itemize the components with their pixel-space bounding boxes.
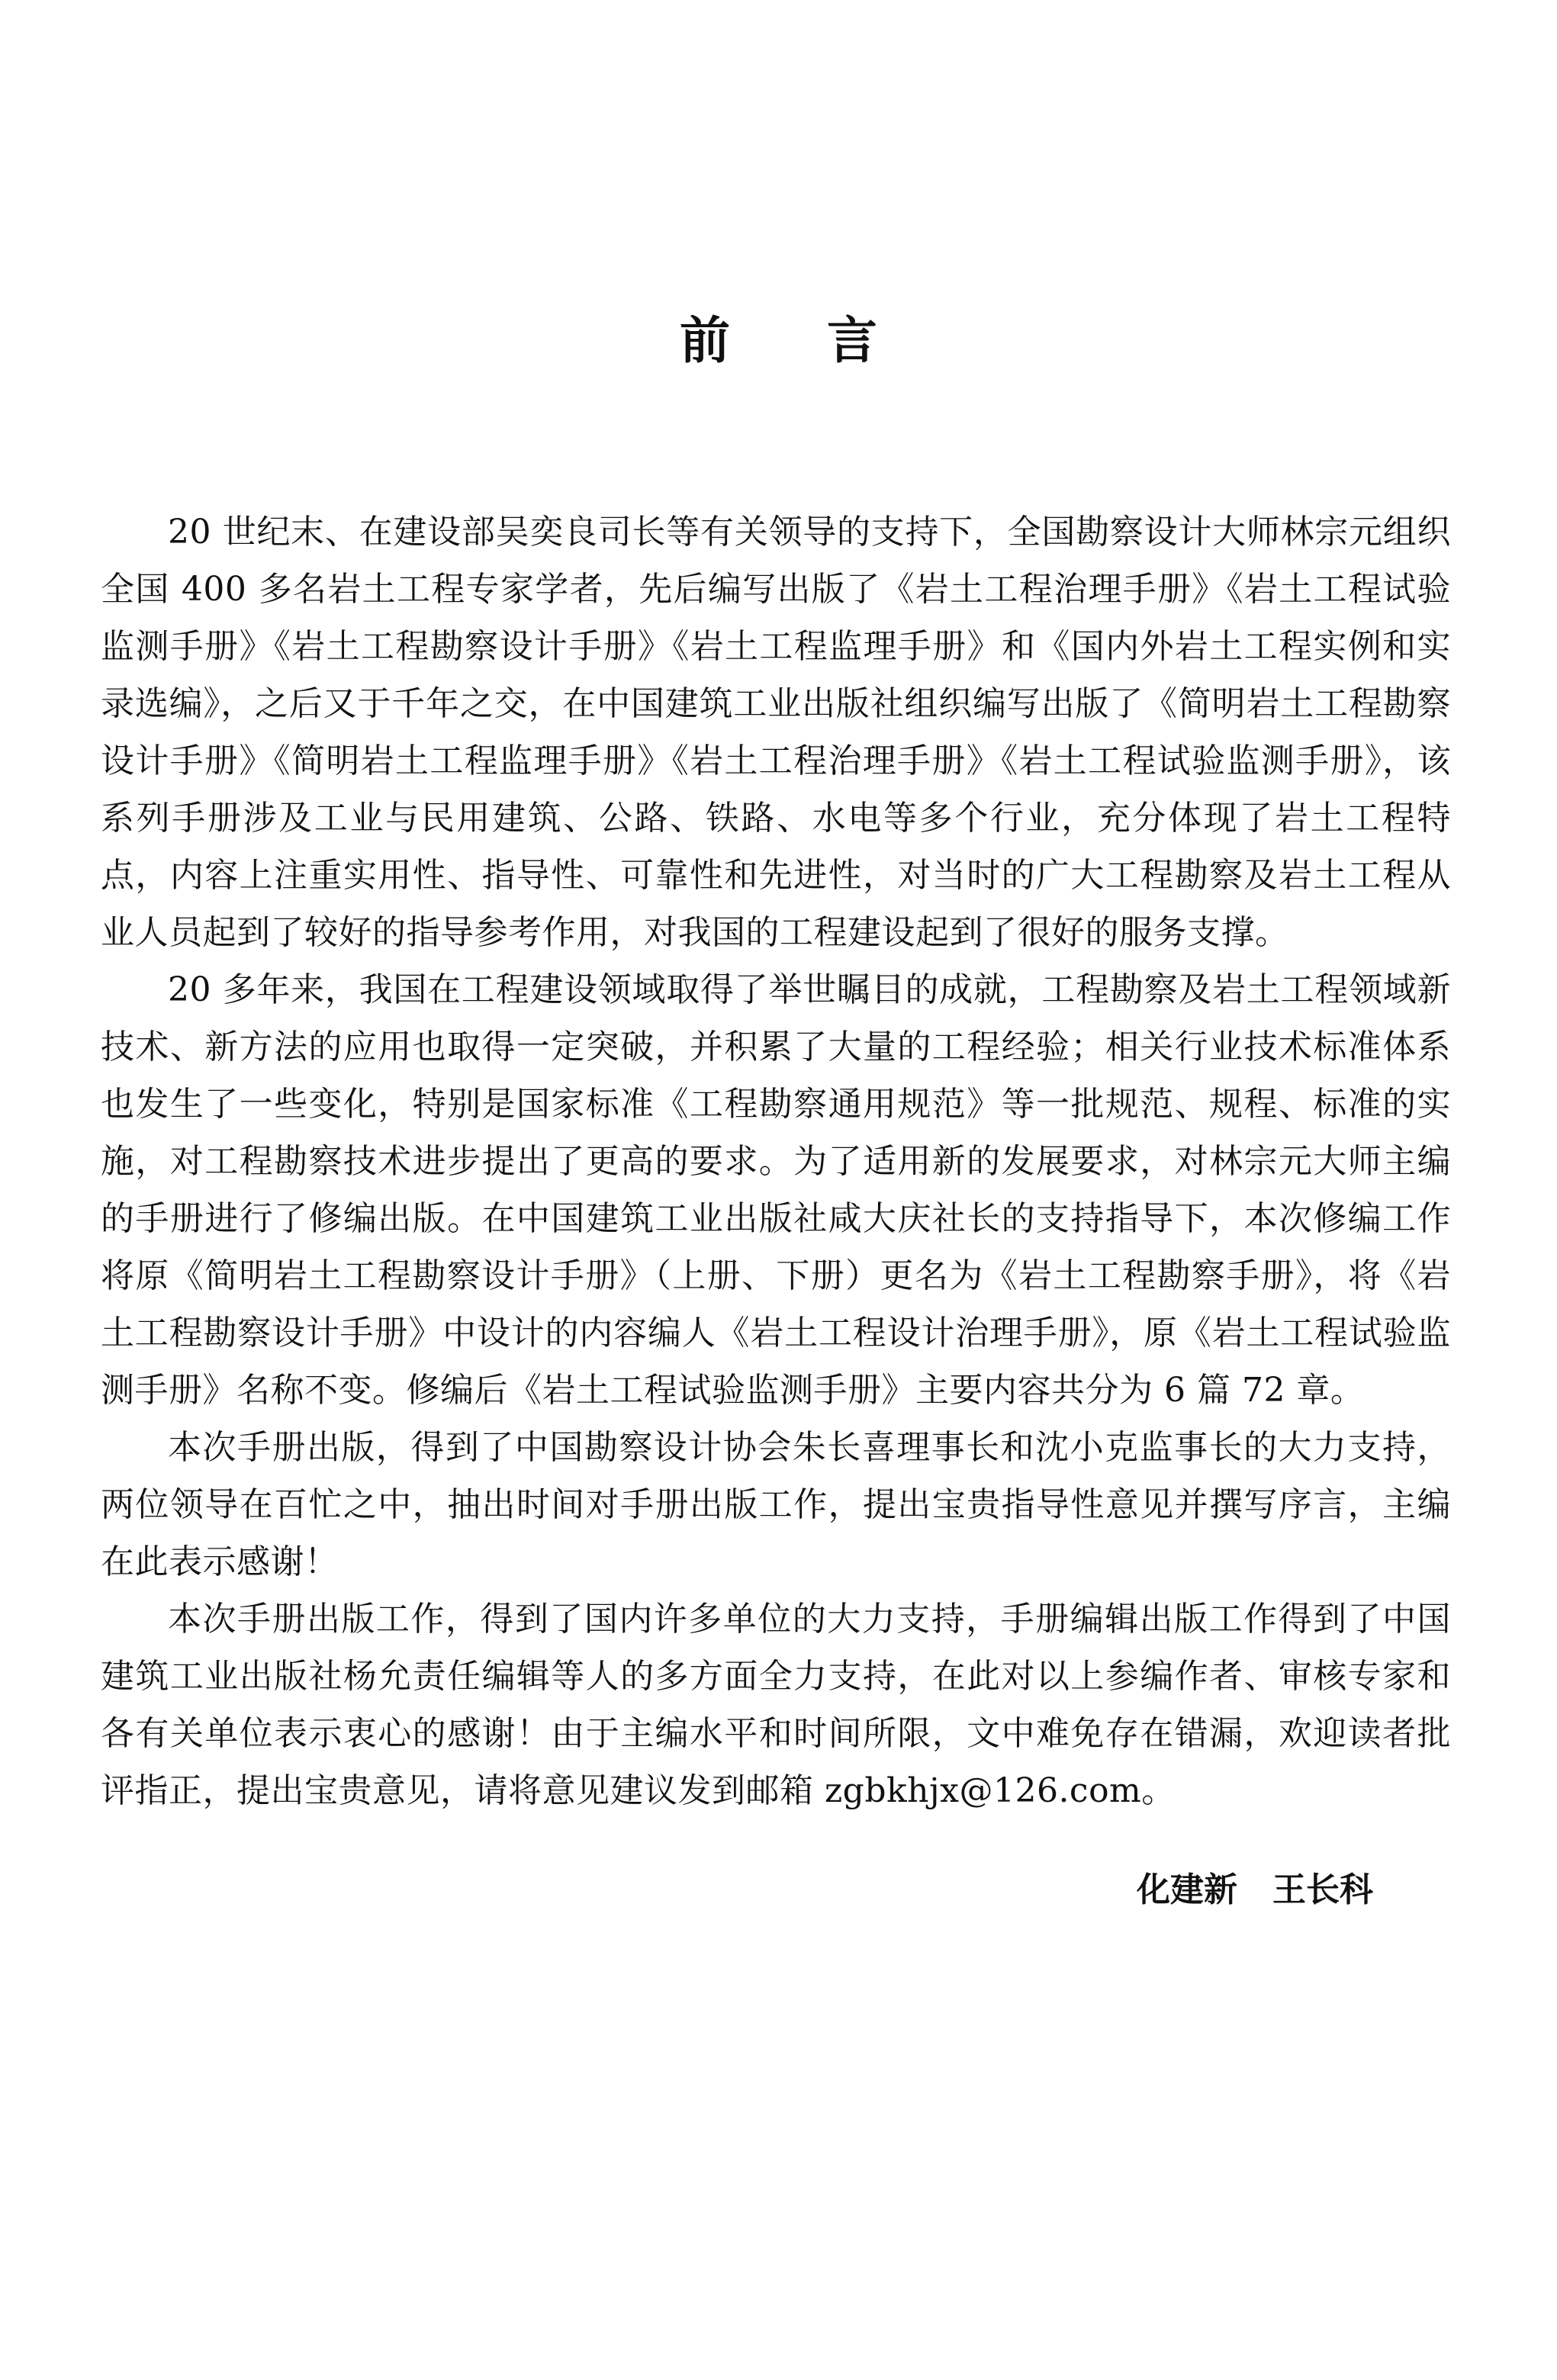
author-signature: 化建新 王长科 xyxy=(1137,1870,1373,1909)
preface-body xyxy=(101,503,1451,1819)
paragraph-2: 20 多年来，我国在工程建设领域取得了举世瞩目的成就，工程勘察及岩土工程领域新技术、新方法的应用也取得一定突破，并积累了大量的工程经验；相关行业技术标准体系也发生了一些变化，特别是国家标准《工程勘察通用规范》等一批规范、规程、标准的实施，对工程勘察技术进步提出了更高的要求。为了适用新的发展要求，对林宗元大师主编的手册进行了修编出版。在中国建筑工业出版社咸大庆社长的支持指导下，本次修编工作将原《简明岩土工程勘察设计手册》（上册、下册）更名为《岩土工程勘察手册》，将《岩土工程勘察设计手册》中设计的内容编人《岩土工程设计治理手册》，原《岩土工程试验监测手册》名称不变。修编后《岩土工程试验监测手册》主要内容共分为 6 篇 72 章。 xyxy=(101,970,1451,1410)
paragraph-4: 本次手册出版工作，得到了国内许多单位的大力支持，手册编辑出版工作得到了中国建筑工业出版社杨允责任编辑等人的多方面全力支持，在此对以上参编作者、审核专家和各有关单位表示衷心的感谢！由于主编水平和时间所限，文中难免存在错漏，欢迎读者批评指正，提出宝贵意见，请将意见建议发到邮箱 zgbkhjx@126.com。 xyxy=(101,1600,1451,1810)
paragraph-1: 20 世纪末、在建设部吴奕良司长等有关领导的支持下，全国勘察设计大师林宗元组织全国 400 多名岩土工程专家学者，先后编写出版了《岩土工程治理手册》《岩土工程试验监测手册》《岩土工程勘察设计手册》《岩土工程监理手册》和《国内外岩土工程实例和实录选编》，之后又于千年之交，在中国建筑工业出版社组织编写出版了《简明岩土工程勘察设计手册》《简明岩土工程监理手册》《岩土工程治理手册》《岩土工程试验监测手册》，该系列手册涉及工业与民用建筑、公路、铁路、水电等多个行业，充分体现了岩土工程特点，内容上注重实用性、指导性、可靠性和先进性，对当时的广大工程勘察及岩土工程从业人员起到了较好的指导参考作用，对我国的工程建设起到了很好的服务支撑。 xyxy=(101,513,1451,952)
page-title: 前 言 xyxy=(680,311,917,370)
paragraph-3: 本次手册出版，得到了中国勘察设计协会朱长喜理事长和沈小克监事长的大力支持，两位领导在百忙之中，抽出时间对手册出版工作，提出宝贵指导性意见并撰写序言，主编在此表示感谢！ xyxy=(101,1428,1451,1581)
